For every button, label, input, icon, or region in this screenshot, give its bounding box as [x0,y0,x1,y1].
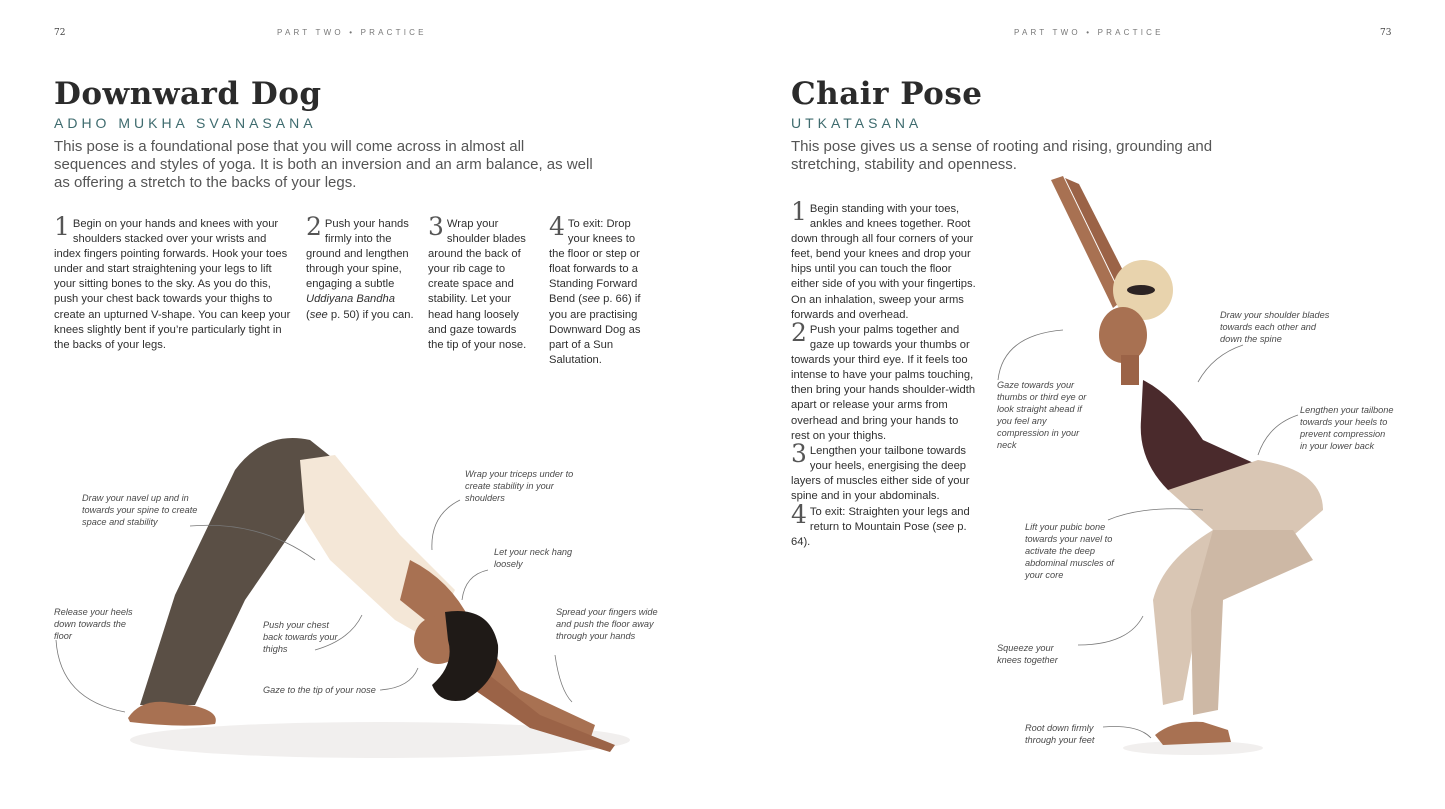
leader-line [1078,616,1143,645]
leader-line [998,330,1063,380]
step-number: 3 [428,212,444,241]
step-text: ( [306,308,310,321]
step-text: To exit: Straighten your legs and return to Mountain Pose ( [809,506,970,534]
feet [1155,722,1231,745]
annotation-triceps: Wrap your triceps under to create stability in your shoulders [465,469,574,503]
annotation-knees: Squeeze your knees together [997,643,1058,665]
step-number: 4 [549,212,565,241]
leader-line [1258,415,1298,455]
sanskrit-name: UTKATASANA [791,115,923,131]
step-number: 2 [791,318,807,347]
step-text: Lengthen your tailbone towards your heels, energising the deep layers of muscles either side of your spine and in your abdominals. [791,445,970,503]
leader-line [1198,345,1243,382]
leader-line [56,640,125,712]
step-emphasis: Uddiyana Bandha [306,293,395,306]
leader-line [1108,509,1203,520]
annotation-shoulder: Draw your shoulder blades towards each other and down the spine [1220,310,1330,344]
see-ref: see [581,293,601,306]
step-number: 4 [791,500,807,529]
see-ref: see [936,521,955,534]
annotation-fingers: Spread your fingers wide and push the floor away through your hands [556,607,658,641]
step-number: 3 [791,439,807,468]
see-ref: see [309,308,328,321]
arm [1051,176,1123,308]
step-text: Push your hands firmly into the ground and lengthen through your spine, engaging a subtle [306,218,409,291]
annotation-gaze: Gaze to the tip of your nose [263,685,376,695]
annotation-navel: Draw your navel up and in towards your spine to create space and stability [82,493,198,527]
leader-line [432,500,460,550]
hair-tie [1127,285,1155,295]
page-number: 73 [1380,28,1392,38]
annotation-tailbone: Lengthen your tailbone towards your heels to prevent compression in your lower back [1300,405,1394,451]
step-number: 1 [791,197,807,226]
step-text: Wrap your shoulder blades around the back of your rib cage to create space and stability. Let your head hang loosely and gaze towards the tip of your nose. [428,218,527,351]
foot [128,702,216,726]
page-number: 72 [54,28,66,38]
head [1099,307,1147,363]
neck [1121,355,1139,385]
leader-line [462,570,488,600]
step-number: 2 [306,212,322,241]
annotation-gaze: Gaze towards your thumbs or third eye or look straight ahead if you feel any compression in your neck [997,380,1087,450]
right-page [723,0,1445,809]
page-title: Downward Dog [54,76,322,112]
step-text: Begin on your hands and knees with your shoulders stacked over your wrists and index fingers pointing forwards. Hook your toes under and start straightening your legs to lift your sitting bones to the sky. As you do this, push your chest back towards your thighs to create an upturned V-shape. You can keep your knees slightly bent if you’re particularly tight in the backs of your legs. [54,218,291,351]
annotation-neck: Let your neck hang loosely [494,547,573,569]
leader-line [1103,726,1151,738]
leader-line [555,655,572,702]
step-text: p. 66) if you are practising Downward Dog as part of a Sun Salutation. [549,293,641,366]
annotation-heels: Release your heels down towards the floor [54,607,133,641]
step-text: Begin standing with your toes, ankles and knees together. Root down through all four corners of your feet, bend your knees and drop your hips until you can touch the floor either side of you with your fingertips. On an inhalation, sweep your arms forwards and overhead. [791,203,976,321]
intro-text: This pose gives us a sense of rooting and rising, grounding and stretching, stability and openness. [791,138,1213,173]
step-text: p. 64). [791,521,967,549]
leggings-back [1191,530,1313,715]
annotation-pubic: Lift your pubic bone towards your navel to activate the deep abdominal muscles of your core [1025,522,1114,580]
page-title: Chair Pose [791,76,983,112]
left-page [0,0,722,809]
annotation-feet: Root down firmly through your feet [1025,723,1095,745]
running-head: PART TWO • PRACTICE [1014,28,1164,37]
step-text: To exit: Drop your knees to the floor or step or float forwards to a Standing Forward Bend ( [549,218,640,306]
step-text: Push your palms together and gaze up towards your thumbs or towards your third eye. If it feels too intense to have your palms touching, then bring your hands shoulder-width apart or release your arms from overhead and bring your hands to rest on your thighs. [791,324,976,442]
step-number: 1 [54,212,70,241]
annotation-chest: Push your chest back towards your thighs [263,620,338,654]
sanskrit-name: ADHO MUKHA SVANASANA [54,115,317,131]
step-text: p. 50) if you can. [327,308,414,321]
running-head: PART TWO • PRACTICE [277,28,427,37]
intro-text: This pose is a foundational pose that you will come across in almost all sequences and styles of yoga. It is both an inversion and an arm balance, as well as offering a stretch to the backs of your legs. [54,138,593,191]
